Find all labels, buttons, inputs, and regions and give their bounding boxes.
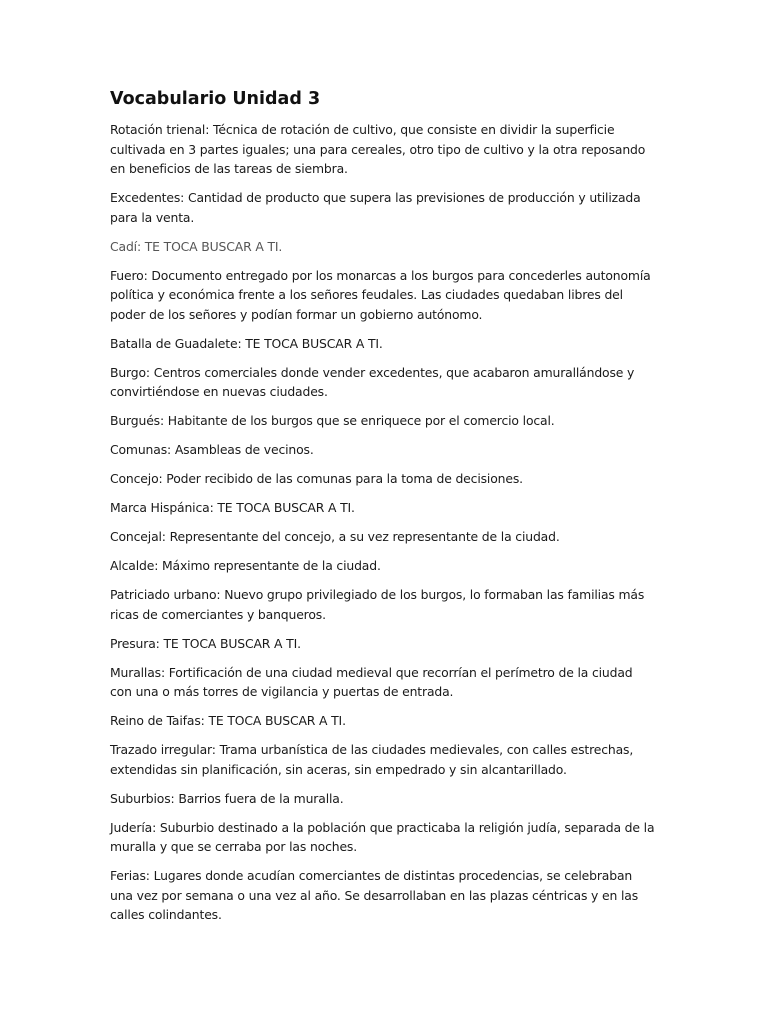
entry-juderia: Judería: Suburbio destinado a la población que practicaba la religión judía, separada de la muralla y que se cerraba por las noches.: [110, 819, 655, 854]
entry-concejo: Concejo: Poder recibido de las comunas para la toma de decisiones.: [110, 471, 523, 486]
entry-patriciado-urbano: Patriciado urbano: Nuevo grupo privilegiado de los burgos, lo formaban las familias más ricas de comerciantes y banqueros.: [110, 587, 645, 622]
entry-excedentes: Excedentes: Cantidad de producto que supera las previsiones de producción y utilizada para la venta.: [110, 190, 641, 225]
entry-cadi: Cadí: TE TOCA BUSCAR A TI.: [110, 238, 283, 254]
entry-burgo: Burgo: Centros comerciales donde vender excedentes, que acabaron amurallándose y convirtiéndose en nuevas ciudades.: [110, 364, 635, 399]
entry-marca-hispanica: Marca Hispánica: TE TOCA BUSCAR A TI.: [110, 500, 355, 515]
entry-comunas: Comunas: Asambleas de vecinos.: [110, 442, 314, 457]
document-title: Vocabulario Unidad 3: [110, 89, 321, 109]
entry-presura: Presura: TE TOCA BUSCAR A TI.: [110, 635, 301, 651]
entry-batalla-guadalete: Batalla de Guadalete: TE TOCA BUSCAR A TI.: [110, 335, 383, 351]
entry-suburbios: Suburbios: Barrios fuera de la muralla.: [110, 790, 344, 806]
entry-trazado-irregular: Trazado irregular: Trama urbanística de las ciudades medievales, con calles estrechas, extendidas sin planificación, sin aceras, sin empedrado y sin alcantarillado.: [110, 742, 634, 777]
entry-fuero: Fuero: Documento entregado por los monarcas a los burgos para concederles autonomía política y económica frente a los señores feudales. Las ciudades quedaban libres del poder de los señores y podían formar un gobierno autónomo.: [110, 267, 651, 322]
entry-murallas: Murallas: Fortificación de una ciudad medieval que recorrían el perímetro de la ciudad con una o más torres de vigilancia y puertas de entrada.: [110, 664, 633, 699]
entry-rotacion-trienal: Rotación trienal: Técnica de rotación de cultivo, que consiste en dividir la superficie cultivada en 3 partes iguales; una para cereales, otro tipo de cultivo y la otra reposando en beneficios de las tareas de siembra.: [110, 122, 646, 176]
entry-alcalde: Alcalde: Máximo representante de la ciudad.: [110, 558, 381, 573]
entry-reino-taifas: Reino de Taifas: TE TOCA BUSCAR A TI.: [110, 713, 346, 728]
entry-burgues: Burgués: Habitante de los burgos que se enriquece por el comercio local.: [110, 413, 555, 428]
entry-concejal: Concejal: Representante del concejo, a su vez representante de la ciudad.: [110, 529, 560, 544]
entry-ferias: Ferias: Lugares donde acudían comerciantes de distintas procedencias, se celebraban una vez por semana o una vez al año. Se desarrollaban en las plazas céntricas y en las calles colindantes.: [110, 868, 639, 922]
document-body: [110, 88, 658, 934]
